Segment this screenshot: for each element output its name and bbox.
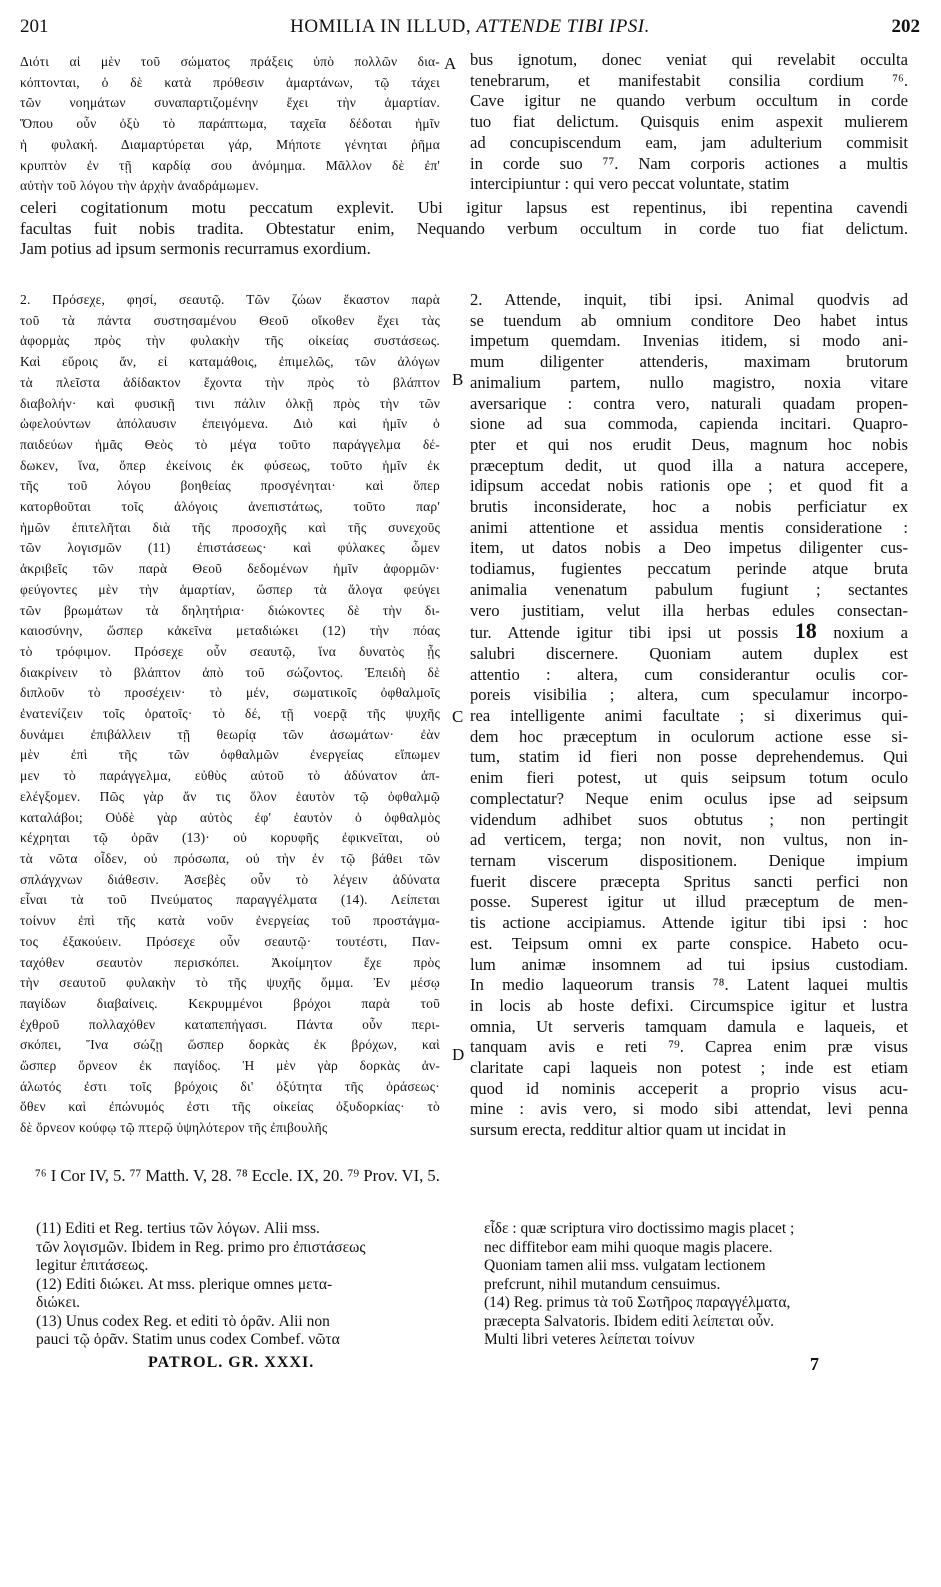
text-line: ὠφελούντων ἀπόλαυσιν ἐπειγόμενα. Διὸ καὶ ἡμῖν ὁ bbox=[20, 416, 440, 432]
page-number-right: 202 bbox=[891, 16, 920, 37]
text-line: nec diffitebor eam mihi quoque magis placere. bbox=[484, 1238, 773, 1256]
text-line: φεύγοντες μὲν τὴν ἁμαρτίαν, ὥσπερ τὰ ἄλογα φεύγει bbox=[20, 581, 440, 597]
text-line: se tuendum ab omnium conditore Deo habet intus bbox=[470, 310, 908, 330]
text-line: prefcrunt, nihil mutandum censuimus. bbox=[484, 1275, 721, 1293]
text-line: ὥσπερ ὄρνεον ἐκ παγίδος. Ἡ μὲν γὰρ δορκὰς ἀν- bbox=[20, 1058, 440, 1074]
text-line: claritate capi laqueis non potest ; inde est etiam bbox=[470, 1058, 908, 1078]
text-line: τος ἐξακούειν. Πρόσεχε οὖν σεαυτῷ· τουτέστι, Παν- bbox=[20, 933, 440, 949]
text-line: mum diligenter attenderis, maximam brutorum bbox=[470, 352, 908, 372]
scripture-references: ⁷⁶ I Cor IV, 5. ⁷⁷ Matth. V, 28. ⁷⁸ Eccle. IX, 20. ⁷⁹ Prov. VI, 5. bbox=[35, 1166, 440, 1185]
text-line: quod id nominis acceperit a proprio visus acu- bbox=[470, 1078, 908, 1098]
text-line: εἶδε : quæ scriptura viro doctissimo magis placet ; bbox=[484, 1220, 795, 1237]
text-line: ad verticem, terga; non novit, non vultus, non in- bbox=[470, 830, 908, 850]
text-line: κέχρηται τῷ ὁρᾶν (13)· οὐ κορυφῆς ἐφικνεῖται, οὐ bbox=[20, 830, 440, 846]
greek-column-main bbox=[20, 290, 440, 1139]
running-title bbox=[20, 16, 920, 38]
text-line: τὴν σεαυτοῦ φυλακὴν τὸ τῆς ψυχῆς ὄμμα. Ἐν μέσῳ bbox=[20, 975, 440, 991]
text-line: animi attentione et assidua mentis consideratione : bbox=[470, 517, 908, 537]
text-line: τῶν βρωμάτων τὰ δηλητήρια· διώκοντες δὲ τὴν δι- bbox=[20, 602, 440, 618]
text-line: idipsum accedat nobis rationis ope ; et quod fit a bbox=[470, 476, 908, 496]
text-line: ελέγξομεν. Πῶς γὰρ ἄν τις ὅλον ἑαυτὸν τῷ ὀφθαλμῷ bbox=[20, 788, 440, 804]
text-line: Καὶ εὕροις ἄν, εἰ καταμάθοις, ἐπιμελῶς, τῶν ἀλόγων bbox=[20, 354, 440, 370]
text-line: καταλάβοι; Οὐδὲ γὰρ αὐτὸς ἐφ' ἑαυτὸν ὁ ὀφθαλμὸς bbox=[20, 809, 440, 825]
text-line: rea intelligente animi facultate ; si dixerimus qui- bbox=[470, 706, 908, 726]
sheet-number: 7 bbox=[810, 1354, 819, 1374]
text-line: ἀφορμὰς πρὸς τὴν φυλακὴν τῆς οἰκείας συστάσεως. bbox=[20, 333, 440, 349]
text-line: impetum quemdam. Invenias itidem, si modo ani- bbox=[470, 331, 908, 351]
text-line: άλωτός ἐστι τοῖς βρόχοις δι' ὀξύτητα τῆς ὁράσεως· bbox=[20, 1078, 440, 1094]
text-line: ternam viscerum dispositionem. Denique impium bbox=[470, 850, 908, 870]
text-line: enim fieri potest, ut quis seipsum totum oculo bbox=[470, 768, 908, 788]
text-line: animalium partem, nullo magistro, noxia vitare bbox=[470, 372, 908, 392]
text-line: (12) Editi διώκει. At mss. plerique omnes μετα- bbox=[36, 1275, 333, 1293]
text-line: ἐχθροῦ πολλαχόθεν καταπεπήγασι. Πάντα οὖν περι- bbox=[20, 1016, 440, 1032]
text-line: διακρίνειν τὸ βλάπτον ἀπὸ τοῦ σώζοντος. Ἐπειδὴ δὲ bbox=[20, 664, 440, 680]
text-line: item, ut datos nobis a Deo impetus diligenter cus- bbox=[470, 538, 908, 558]
text-line: Διότι αἱ μὲν τοῦ σώματος πράξεις ὑπὸ πολλῶν δια- bbox=[20, 54, 440, 69]
text-line: posse. Superest igitur ut illud præceptum de men- bbox=[470, 892, 908, 912]
text-line: mine : avis vero, si modo sibi attendat, levi penna bbox=[470, 1099, 908, 1119]
text-line: εἶναι τὰ τοῦ Πνεύματος παραγγέλματα (14). Λείπεται bbox=[20, 892, 440, 908]
text-line: complectatur? Neque enim oculus ipse ad seipsum bbox=[470, 788, 908, 808]
text-line: δὲ ὄρνεον κούφῳ τῷ πτερῷ ὑψηλότερον τῆς ἐπιβουλῆς bbox=[20, 1120, 328, 1136]
text-line: μεν τὸ παράγγελμα, εὐθὺς αὐτοῦ τὸ ἀδύνατον ἀπ- bbox=[20, 768, 440, 784]
text-line: in corde suo ⁷⁷. Nam corporis actiones a multis bbox=[470, 153, 908, 173]
greek-column-top bbox=[20, 52, 440, 197]
text-line: sione ad sua commoda, capienda incitari. Quapro- bbox=[470, 414, 908, 434]
text-line: præceptum dedit, ut quod illa a natura accepere, bbox=[470, 455, 908, 475]
text-line: κόπτονται, ὁ δὲ κατὰ πρόθεσιν ἁμαρτάνων, τῷ τάχει bbox=[20, 74, 440, 90]
text-line: tanquam avis e reti ⁷⁹. Caprea enim præ visus bbox=[470, 1037, 908, 1057]
text-line: καιοσύνην, ὥσπερ κἀκεῖνα μεταδιώκει (12) τὴν πόας bbox=[20, 623, 440, 639]
text-line: intercipiuntur : qui vero peccat voluntate, statim bbox=[470, 174, 790, 194]
text-line: poreis visibilia ; altera, cum speculamur incorpo- bbox=[470, 685, 908, 705]
text-line: omnia, Ut serveris tamquam damula e laqueis, et bbox=[470, 1016, 908, 1036]
margin-marker-c: C bbox=[452, 707, 464, 726]
text-line: τὰ πλεῖστα ἀδίδακτον ἔχοντα τὴν πρὸς τὸ βλάπτον bbox=[20, 374, 440, 390]
margin-marker-b: B bbox=[452, 370, 464, 389]
footnotes-left bbox=[36, 1220, 456, 1350]
text-line: διαβολήν· καὶ φυσικῇ τινι πάλιν ὁλκῇ πρὸς τὴν τῶν bbox=[20, 395, 440, 411]
margin-marker-d: D bbox=[452, 1045, 465, 1064]
text-line: 2. Πρόσεχε, φησί, σεαυτῷ. Τῶν ζώων ἕκαστον παρὰ bbox=[20, 292, 440, 307]
text-line: τῆς τοῦ λόγου βοηθείας προσγένηται· καὶ ὅπερ bbox=[20, 478, 440, 494]
inline-page-marker: 18 bbox=[794, 621, 817, 644]
text-line: est. Teipsum omni ex parte conspice. Habeto ocu- bbox=[470, 933, 908, 953]
text-line: κατορθοῦται τοῖς ἀλόγοις ἀνεπιστάτως, τοῦτο παρ' bbox=[20, 499, 440, 515]
text-line: tenebrarum, et manifestabit consilia cordium ⁷⁶. bbox=[470, 70, 908, 90]
text-line: τὸ τρόφιμον. Πρόσεχε οὖν σεαυτῷ, ἵνα δυνατὸς ᾖς bbox=[20, 643, 440, 659]
text-line: animalia venenatum pabulum fugiunt ; sectantes bbox=[470, 579, 908, 599]
text-line: aversarique : contra vero, naturali quadam propen- bbox=[470, 393, 908, 413]
text-line: ἀκριβεῖς τῶν παρὰ Θεοῦ δεδομένων ἡμῖν ἀφορμῶν· bbox=[20, 561, 440, 577]
text-line: fuerit discere præcepta Spritus sancti perfici non bbox=[470, 871, 908, 891]
text-line: tuo fiat delictum. Quisquis enim aspexit mulierem bbox=[470, 112, 908, 132]
text-line: τὰ νῶτα οἶδεν, οὐ πρόσωπα, οὐ τὴν ἐν τῷ βάθει τῶν bbox=[20, 850, 440, 866]
text-line: 2. Attende, inquit, tibi ipsi. Animal quodvis ad bbox=[470, 290, 908, 309]
text-line: τοίνυν ἐπὶ τῆς κατὰ νοῦν ἐνεργείας τοῦ προστάγμα- bbox=[20, 913, 440, 929]
text-line: Quoniam tamen alii mss. vulgatam lectionem bbox=[484, 1257, 766, 1274]
text-line: παγίδων διαβαίνεις. Κεκρυμμένοι βρόχοι παρὰ τοῦ bbox=[20, 995, 440, 1011]
text-line: tur. Attende igitur tibi ipsi ut possis 18 noxium a bbox=[470, 621, 908, 644]
text-line: τῶν νοημάτων συναπαρτιζομένην ἔχει τὴν ἁμαρτίαν. bbox=[20, 95, 440, 111]
running-title-main: HOMILIA IN ILLUD, bbox=[290, 16, 477, 37]
latin-column-top bbox=[470, 50, 908, 195]
text-line: Ὅπου οὖν ὀξὺ τὸ παράπτωμα, ταχεῖα δέδοται ἡμῖν bbox=[20, 116, 440, 132]
text-line: Multi libri veteres λείπεται τοίνυν bbox=[484, 1331, 695, 1348]
footnotes-right bbox=[484, 1220, 912, 1350]
running-header bbox=[20, 16, 920, 46]
text-line: pauci τῷ ὁρᾶν. Statim unus codex Combef. νῶτα bbox=[36, 1331, 340, 1348]
latin-column-main bbox=[470, 290, 908, 1141]
text-line: διπλοῦν τὸ προσέχειν· τὸ μέν, σωματικοῖς ὀφθαλμοῖς bbox=[20, 685, 440, 701]
text-line: ad concupiscendum eam, jam adulterium commisit bbox=[470, 132, 908, 152]
patrologia-signature: PATROL. GR. XXXI. bbox=[148, 1354, 315, 1371]
text-line: παιδεύων ἡμᾶς Θεὸς τὸ μέγα τοῦτο παράγγελμα δέ- bbox=[20, 436, 440, 452]
text-line: legitur ἐπιτάσεως. bbox=[36, 1257, 149, 1274]
text-line: δωκεν, ἵνα, ὅπερ ἐκείνοις ἐκ φύσεως, τοῦτο ἡμῖν ἐκ bbox=[20, 457, 440, 473]
text-line: τῶν λογισμῶν (11) ἐπιστάσεως· καὶ φύλακες ὦμεν bbox=[20, 540, 440, 556]
text-line: κρυπτὸν ἐν τῇ καρδίᾳ σου ἀνόμημα. Μᾶλλον δὲ ἐπ' bbox=[20, 157, 440, 173]
text-line: (11) Editi et Reg. tertius τῶν λόγων. Alii mss. bbox=[36, 1220, 320, 1237]
text-line: attentio : altera, cum considerantur oculis cor- bbox=[470, 664, 908, 684]
text-line: ὅθεν καὶ ἐπώνυμός ἐστι τῆς οἰκείας ὀξυδορκίας· τὸ bbox=[20, 1099, 440, 1115]
text-line: ἡμῶν ἐπιτελῆται διὰ τῆς προσοχῆς καὶ τῆς συνεχοῦς bbox=[20, 519, 440, 535]
text-line: Jam potius ad ipsum sermonis recurramus exordium. bbox=[20, 239, 371, 259]
text-line: ἐνατενίζειν τοῖς ὁρατοῖς· τὸ δέ, τῇ νοερᾷ τῆς ψυχῆς bbox=[20, 706, 440, 722]
text-line: σπλάγχνων διάθεσιν. Ἀσεβὲς οὖν τὸ λέγειν ἀδύνατα bbox=[20, 871, 440, 887]
text-line: ταχόθεν σεαυτὸν περισκόπει. Ἀκοίμητον ἔχε πρὸς bbox=[20, 954, 440, 970]
text-line: celeri cogitationum motu peccatum explevit. Ubi igitur lapsus est repentinus, ibi repentina cavendi bbox=[20, 198, 908, 217]
text-line: salubri discernere. Quoniam autem duplex est bbox=[470, 643, 908, 663]
text-line: lum animæ insomnem ad tui ipsius custodiam. bbox=[470, 954, 908, 974]
text-line: tis actione accipiamus. Attende igitur tibi ipsi : hoc bbox=[470, 913, 908, 933]
text-line: todiamus, fugientes peccatum perinde atque bruta bbox=[470, 559, 908, 579]
text-line: δυνάμει ἐπιβάλλειν τῇ θεωρίᾳ τῶν ἀσωμάτων· ἐὰν bbox=[20, 726, 440, 742]
text-line: (13) Unus codex Reg. et editi τὸ ὁρᾶν. Alii non bbox=[36, 1312, 330, 1330]
text-line: τοῦ τὰ πάντα συστησαμένου Θεοῦ οἴκοθεν ἔχει τὰς bbox=[20, 312, 440, 328]
text-line: (14) Reg. primus τὰ τοῦ Σωτῆρος παραγγέλματα, bbox=[484, 1294, 791, 1311]
text-line: facultas fuit nobis tradita. Obtestatur enim, Nequando verbum occultum in corde tuo fiat delictum. bbox=[20, 218, 908, 238]
text-line: αὐτὴν τοῦ λόγου τὴν ἀρχὴν ἀναδράμωμεν. bbox=[20, 178, 259, 194]
text-line: Cave igitur ne quando verbum occultum in corde bbox=[470, 91, 908, 111]
margin-marker-a: A bbox=[444, 54, 457, 73]
text-line: videndum adhibet suos obtutus ; non pertingit bbox=[470, 809, 908, 829]
text-line: μὲν ἐπὶ τῆς τῶν ὀφθαλμῶν ἐνεργείας εἴπωμεν bbox=[20, 747, 440, 763]
latin-full-width-paragraph bbox=[20, 198, 908, 260]
text-line: bus ignotum, donec veniat qui revelabit occulta bbox=[470, 50, 908, 69]
text-line: in locis ab hoste defixi. Circumspice igitur et lustra bbox=[470, 995, 908, 1015]
text-line: tum, statim id fieri non posse deprehendemus. Qui bbox=[470, 747, 908, 767]
text-line: præcepta Salvatoris. Ibidem editi λείπεται οὖν. bbox=[484, 1312, 774, 1330]
text-line: σκόπει, Ἵνα σώζῃ ὥσπερ δορκὰς ἐκ βρόχων, καὶ bbox=[20, 1037, 440, 1053]
text-line: In medio laqueorum transis ⁷⁸. Latent laquei multis bbox=[470, 975, 908, 995]
text-line: vero justitiam, velut illa herbas edules consectan- bbox=[470, 600, 908, 620]
page-number-left: 201 bbox=[20, 16, 49, 37]
text-line: διώκει. bbox=[36, 1294, 81, 1311]
text-line: sursum erecta, redditur altior quam ut incidat in bbox=[470, 1120, 787, 1140]
running-title-italic: ATTENDE TIBI IPSI. bbox=[476, 16, 650, 37]
text-line: brutis inconsiderate, hoc a nobis perficiatur ex bbox=[470, 497, 908, 517]
text-line: ἡ φυλακή. Διαμαρτύρεται γάρ, Μήποτε γένηται ῥῆμα bbox=[20, 136, 440, 152]
text-line: dem hoc præceptum in oculorum actione esse si- bbox=[470, 726, 908, 746]
text-line: τῶν λογισμῶν. Ibidem in Reg. primo pro ἐπιστάσεως bbox=[36, 1238, 366, 1256]
text-line: pter et qui nos erudit Deus, magnum hoc nobis bbox=[470, 434, 908, 454]
